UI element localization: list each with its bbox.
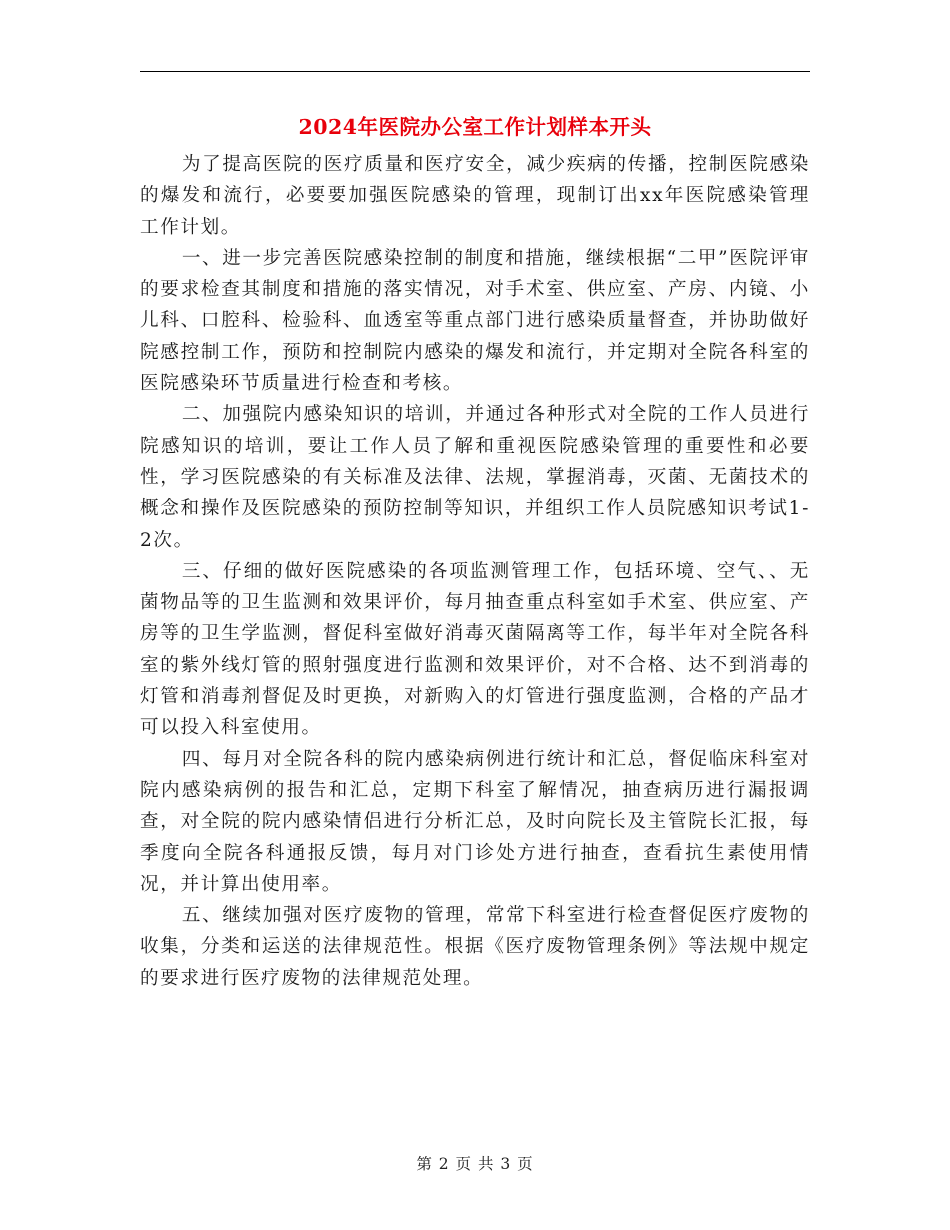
paragraph-item-5: 五、继续加强对医疗废物的管理，常常下科室进行检查督促医疗废物的收集，分类和运送的法律规范性。根据《医疗废物管理条例》等法规中规定的要求进行医疗废物的法律规范处理。 [140,905,810,989]
paragraph-intro: 为了提高医院的医疗质量和医疗安全，减少疾病的传播，控制医院感染的爆发和流行，必要要加强医院感染的管理，现制订出xx年医院感染管理工作计划。 [140,154,810,238]
paragraph-item-3: 三、仔细的做好医院感染的各项监测管理工作，包括环境、空气、、无菌物品等的卫生监测和效果评价，每月抽查重点科室如手术室、供应室、产房等的卫生学监测，督促科室做好消毒灭菌隔离等工作，每半年对全院各科室的紫外线灯管的照射强度进行监测和效果评价，对不合格、达不到消毒的灯管和消毒剂督促及时更换，对新购入的灯管进行强度监测，合格的产品才可以投入科室使用。 [140,560,810,739]
header-rule [140,71,810,72]
page-number: 第 2 页 共 3 页 [416,1155,534,1173]
paragraph-item-1: 一、进一步完善医院感染控制的制度和措施，继续根据“二甲”医院评审的要求检查其制度和措施的落实情况，对手术室、供应室、产房、内镜、小儿科、口腔科、检验科、血透室等重点部门进行感染质量督查，并协助做好院感控制工作，预防和控制院内感染的爆发和流行，并定期对全院各科室的医院感染环节质量进行检查和考核。 [140,247,810,395]
paragraph-item-4: 四、每月对全院各科的院内感染病例进行统计和汇总，督促临床科室对院内感染病例的报告和汇总，定期下科室了解情况，抽查病历进行漏报调查，对全院的院内感染情侣进行分析汇总，及时向院长及主管院长汇报，每季度向全院各科通报反馈，每月对门诊处方进行抽查，查看抗生素使用情况，并计算出使用率。 [140,748,810,895]
document-body [140,149,810,994]
paragraph-item-2: 二、加强院内感染知识的培训，并通过各种形式对全院的工作人员进行院感知识的培训，要让工作人员了解和重视医院感染管理的重要性和必要性，学习医院感染的有关标准及法律、法规，掌握消毒，灭菌、无菌技术的概念和操作及医院感染的预防控制等知识，并组织工作人员院感知识考试1-2次。 [140,404,810,551]
document-title: 2024年医院办公室工作计划样本开头 [298,115,652,139]
